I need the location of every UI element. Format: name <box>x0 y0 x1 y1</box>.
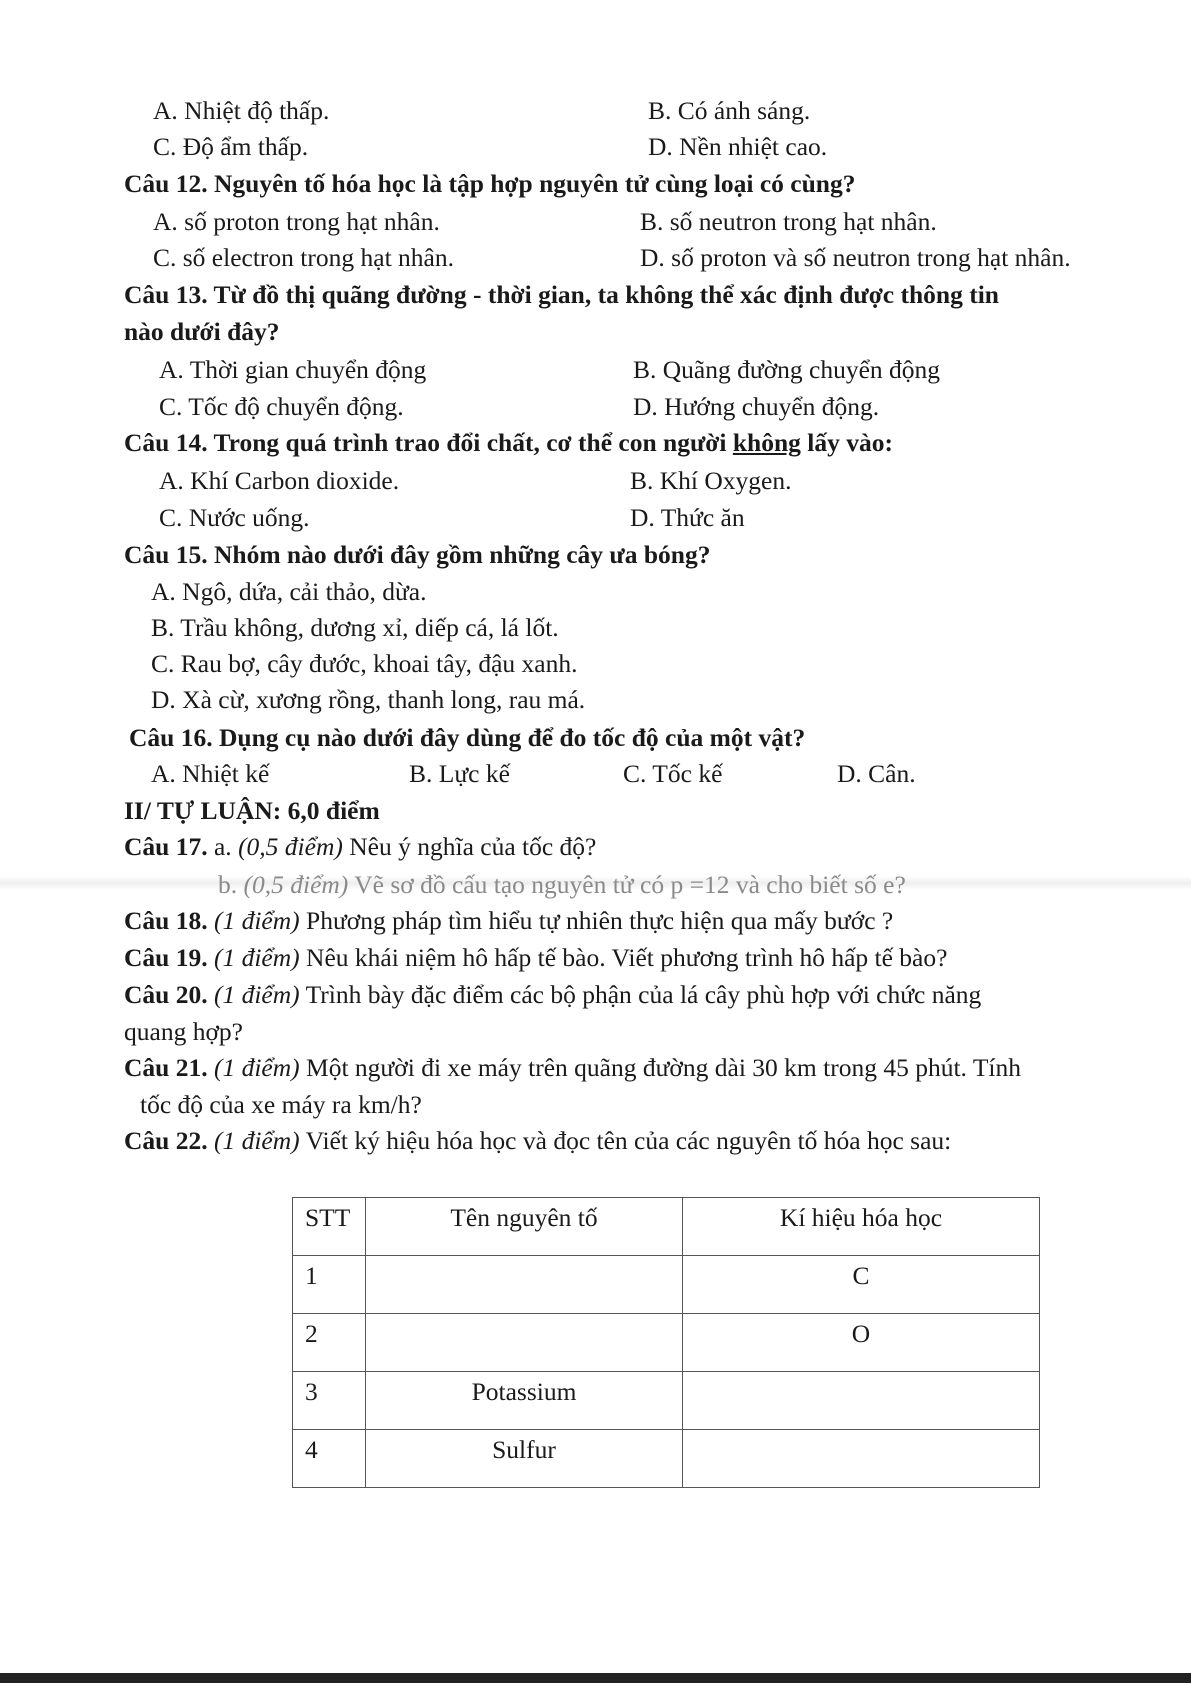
table-cell-name: Sulfur <box>366 1430 683 1488</box>
q14-option-c: C. Nước uống. <box>159 503 310 532</box>
q11-option-a: A. Nhiệt độ thấp. <box>153 96 330 125</box>
q12-option-d: D. số proton và số neutron trong hạt nhân. <box>640 243 1071 272</box>
q19 <box>124 942 947 974</box>
q14-stem-underlined: không <box>732 428 801 457</box>
q16-stem: Câu 16. Dụng cụ nào dưới đây dùng để đo tốc độ của một vật? <box>129 723 806 752</box>
table-cell-stt: 3 <box>293 1372 366 1430</box>
table-header-row <box>293 1198 1040 1256</box>
column-header-stt: STT <box>293 1198 366 1256</box>
q18-text: Phương pháp tìm hiểu tự nhiên thực hiện qua mấy bước ? <box>299 906 894 935</box>
q15-option-a: A. Ngô, dứa, cải thảo, dừa. <box>151 577 427 606</box>
table-row <box>293 1372 1040 1430</box>
table-row <box>293 1430 1040 1488</box>
q20-text-line2: quang hợp? <box>124 1017 243 1046</box>
table-row <box>293 1256 1040 1314</box>
q14-stem-pre: Câu 14. Trong quá trình trao đổi chất, cơ thể con người <box>124 428 733 457</box>
q17-b-points: (0,5 điểm) <box>243 870 349 899</box>
q11-option-c: C. Độ ẩm thấp. <box>153 132 309 161</box>
q17-label: Câu 17. <box>124 832 208 861</box>
q12-option-c: C. số electron trong hạt nhân. <box>153 243 454 272</box>
q22-points: (1 điểm) <box>207 1126 300 1155</box>
q20 <box>124 979 981 1011</box>
q14-stem-post: lấy vào: <box>800 428 893 457</box>
q18-label: Câu 18. <box>124 906 208 935</box>
q16-option-d: D. Cân. <box>837 759 916 788</box>
table-cell-name <box>366 1256 683 1314</box>
q17-a-text: Nêu ý nghĩa của tốc độ? <box>342 832 597 861</box>
q17-a-points: (0,5 điểm) <box>238 832 343 861</box>
table-cell-name <box>366 1314 683 1372</box>
q19-points: (1 điểm) <box>207 943 300 972</box>
q15-option-c: C. Rau bợ, cây đước, khoai tây, đậu xanh. <box>151 649 578 678</box>
scan-bottom-edge <box>0 1673 1191 1683</box>
q13-option-d: D. Hướng chuyển động. <box>633 392 880 421</box>
q17-part-a <box>124 831 596 863</box>
q16-option-b: B. Lực kế <box>409 759 510 788</box>
q14-option-d: D. Thức ăn <box>630 503 745 532</box>
column-header-symbol: Kí hiệu hóa học <box>683 1198 1040 1256</box>
q11-option-b: B. Có ánh sáng. <box>648 96 811 125</box>
q13-option-b: B. Quãng đường chuyển động <box>633 355 941 384</box>
q21-points: (1 điểm) <box>207 1053 300 1082</box>
q14-option-b: B. Khí Oxygen. <box>630 466 792 495</box>
q16-option-c: C. Tốc kế <box>623 759 723 788</box>
q14-stem <box>124 427 893 459</box>
q12-option-b: B. số neutron trong hạt nhân. <box>640 207 937 236</box>
q22-label: Câu 22. <box>124 1126 208 1155</box>
q19-text: Nêu khái niệm hô hấp tế bào. Viết phương trình hô hấp tế bào? <box>299 943 948 972</box>
q19-label: Câu 19. <box>124 943 208 972</box>
table-cell-stt: 4 <box>293 1430 366 1488</box>
q20-label: Câu 20. <box>124 980 208 1009</box>
q22 <box>124 1125 951 1157</box>
q16-option-a: A. Nhiệt kế <box>151 759 270 788</box>
table-cell-stt: 2 <box>293 1314 366 1372</box>
column-header-element-name: Tên nguyên tố <box>366 1198 683 1256</box>
q15-option-b: B. Trầu không, dương xỉ, diếp cá, lá lốt. <box>151 613 559 642</box>
table-cell-symbol: O <box>683 1314 1040 1372</box>
q21-text-line2: tốc độ của xe máy ra km/h? <box>140 1090 422 1119</box>
elements-table <box>292 1197 1040 1488</box>
q13-stem-line1: Câu 13. Từ đồ thị quãng đường - thời gian, ta không thể xác định được thông tin <box>124 280 999 309</box>
q21-text: Một người đi xe máy trên quãng đường dài 30 km trong 45 phút. Tính <box>299 1053 1021 1082</box>
q21-label: Câu 21. <box>124 1053 208 1082</box>
q20-text: Trình bày đặc điểm các bộ phận của lá cây phù hợp với chức năng <box>299 980 982 1009</box>
q13-option-c: C. Tốc độ chuyển động. <box>159 392 404 421</box>
table-cell-name: Potassium <box>366 1372 683 1430</box>
q18 <box>124 905 893 937</box>
table-cell-symbol <box>683 1430 1040 1488</box>
q14-option-a: A. Khí Carbon dioxide. <box>159 466 400 495</box>
table-cell-stt: 1 <box>293 1256 366 1314</box>
q20-points: (1 điểm) <box>207 980 300 1009</box>
q13-stem-line2: nào dưới đây? <box>124 317 280 346</box>
q11-option-d: D. Nền nhiệt cao. <box>648 132 828 161</box>
q22-text: Viết ký hiệu hóa học và đọc tên của các nguyên tố hóa học sau: <box>299 1126 952 1155</box>
table-cell-symbol: C <box>683 1256 1040 1314</box>
table-row <box>293 1314 1040 1372</box>
q13-option-a: A. Thời gian chuyển động <box>159 355 427 384</box>
q18-points: (1 điểm) <box>207 906 300 935</box>
q17-a-prefix: a. <box>207 832 239 861</box>
q15-option-d: D. Xà cừ, xương rồng, thanh long, rau má. <box>151 685 586 714</box>
q17-b-text: Vẽ sơ đồ cấu tạo nguyên tử có p =12 và cho biết số e? <box>348 870 906 899</box>
q12-option-a: A. số proton trong hạt nhân. <box>153 207 440 236</box>
q12-stem: Câu 12. Nguyên tố hóa học là tập hợp nguyên tử cùng loại có cùng? <box>124 169 856 198</box>
table-cell-symbol <box>683 1372 1040 1430</box>
section-heading-essay: II/ TỰ LUẬN: 6,0 điểm <box>124 796 380 825</box>
q21 <box>124 1052 1021 1084</box>
q15-stem: Câu 15. Nhóm nào dưới đây gồm những cây ưa bóng? <box>124 540 711 569</box>
q17-b-prefix: b. <box>218 870 244 899</box>
q17-part-b <box>218 869 906 901</box>
